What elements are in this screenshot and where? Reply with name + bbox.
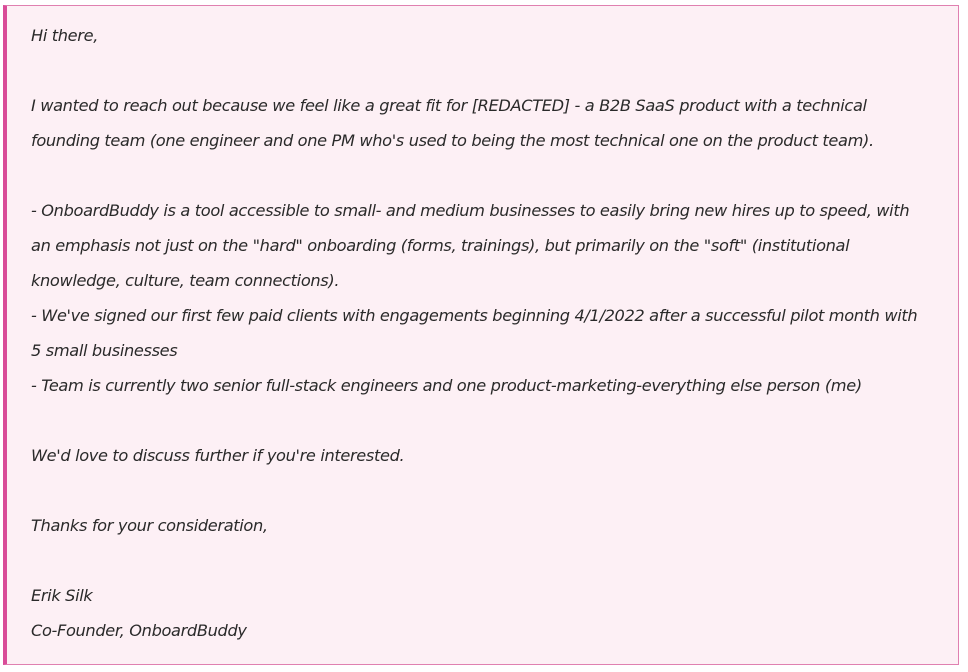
email-message [3,5,959,665]
thanks-line: Thanks for your consideration, [31,516,268,535]
signature-name: Erik Silk [31,586,93,605]
bullet-line: 5 small businesses [31,341,178,360]
blank-line [31,473,938,508]
signature-title: Co-Founder, OnboardBuddy [31,621,247,640]
bullet-line: - OnboardBuddy is a tool accessible to small- and medium businesses to easily bring new hires up to speed, with [31,201,910,220]
bullet-line: knowledge, culture, team connections). [31,271,340,290]
bullet-line: - Team is currently two senior full-stack engineers and one product-marketing-everything else person (me) [31,376,862,395]
blank-line [31,403,938,438]
discuss-line: We'd love to discuss further if you're interested. [31,446,405,465]
blank-line [31,53,938,88]
blank-line [31,158,938,193]
bullet-line: an emphasis not just on the "hard" onboarding (forms, trainings), but primarily on the "soft" (institutional [31,236,850,255]
intro-line: founding team (one engineer and one PM who's used to being the most technical one on the product team). [31,131,874,150]
bullet-line: - We've signed our first few paid clients with engagements beginning 4/1/2022 after a successful pilot month with [31,306,918,325]
intro-line: I wanted to reach out because we feel like a great fit for [REDACTED] - a B2B SaaS product with a technical [31,96,867,115]
blank-line [31,543,938,578]
greeting: Hi there, [31,26,98,45]
